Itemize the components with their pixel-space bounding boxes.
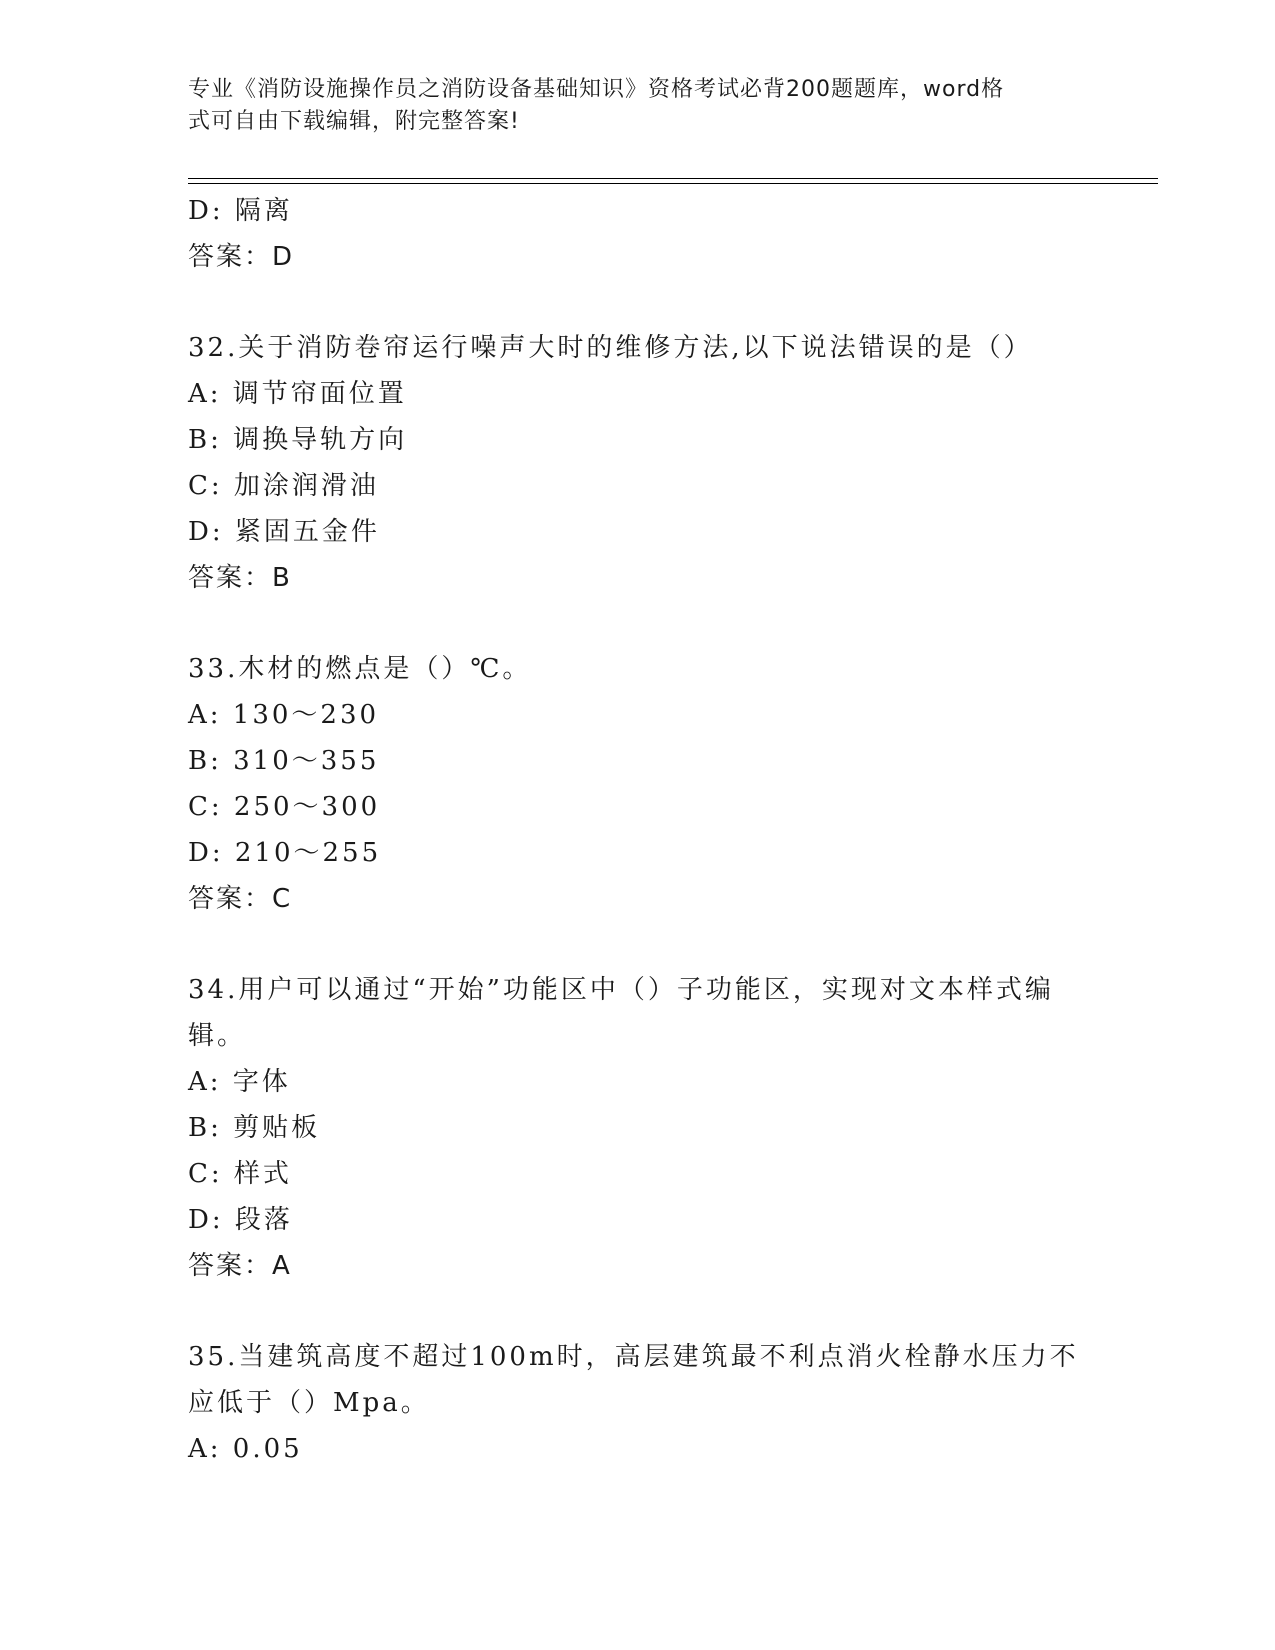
q32-option-b: B: 调换导轨方向 [188, 425, 408, 455]
q34-stem-line-2: 辑。 [188, 1021, 247, 1051]
q32-option-d: D: 紧固五金件 [188, 517, 380, 547]
question-list [188, 188, 1088, 1472]
q32-option-a: A: 调节帘面位置 [188, 379, 407, 409]
document-header [188, 74, 1068, 138]
q33-answer: 答案：C [188, 884, 293, 914]
q33-option-d: D: 210～255 [188, 838, 382, 868]
q33-option-b: B: 310～355 [188, 746, 380, 776]
q32-stem: 32.关于消防卷帘运行噪声大时的维修方法,以下说法错误的是（） [188, 333, 1033, 363]
q34-stem-line-1: 34.用户可以通过“开始”功能区中（）子功能区，实现对文本样式编 [188, 975, 1054, 1005]
q32-answer: 答案：B [188, 563, 292, 593]
q35-option-a: A: 0.05 [188, 1434, 303, 1464]
q35-stem-line-2: 应低于（）Mpa。 [188, 1388, 430, 1418]
q34-option-a: A: 字体 [188, 1067, 291, 1097]
q31-answer: 答案：D [188, 242, 295, 272]
header-rule-bottom [188, 183, 1158, 184]
q34-option-b: B: 剪贴板 [188, 1113, 321, 1143]
q32-option-c: C: 加涂润滑油 [188, 471, 379, 501]
q33-option-a: A: 130～230 [188, 700, 380, 730]
q33-option-c: C: 250～300 [188, 792, 381, 822]
header-line-1: 专业《消防设施操作员之消防设备基础知识》资格考试必背200题题库，word格 [188, 77, 1005, 102]
q34-answer: 答案：A [188, 1251, 292, 1281]
q35-stem-line-1: 35.当建筑高度不超过100m时，高层建筑最不利点消火栓静水压力不 [188, 1342, 1079, 1372]
q31-option-d: D: 隔离 [188, 196, 293, 226]
q33-stem: 33.木材的燃点是（）℃。 [188, 654, 532, 684]
q34-option-c: C: 样式 [188, 1159, 292, 1189]
q34-option-d: D: 段落 [188, 1205, 293, 1235]
header-line-2: 式可自由下载编辑，附完整答案! [188, 109, 520, 134]
header-rule-top [188, 178, 1158, 179]
